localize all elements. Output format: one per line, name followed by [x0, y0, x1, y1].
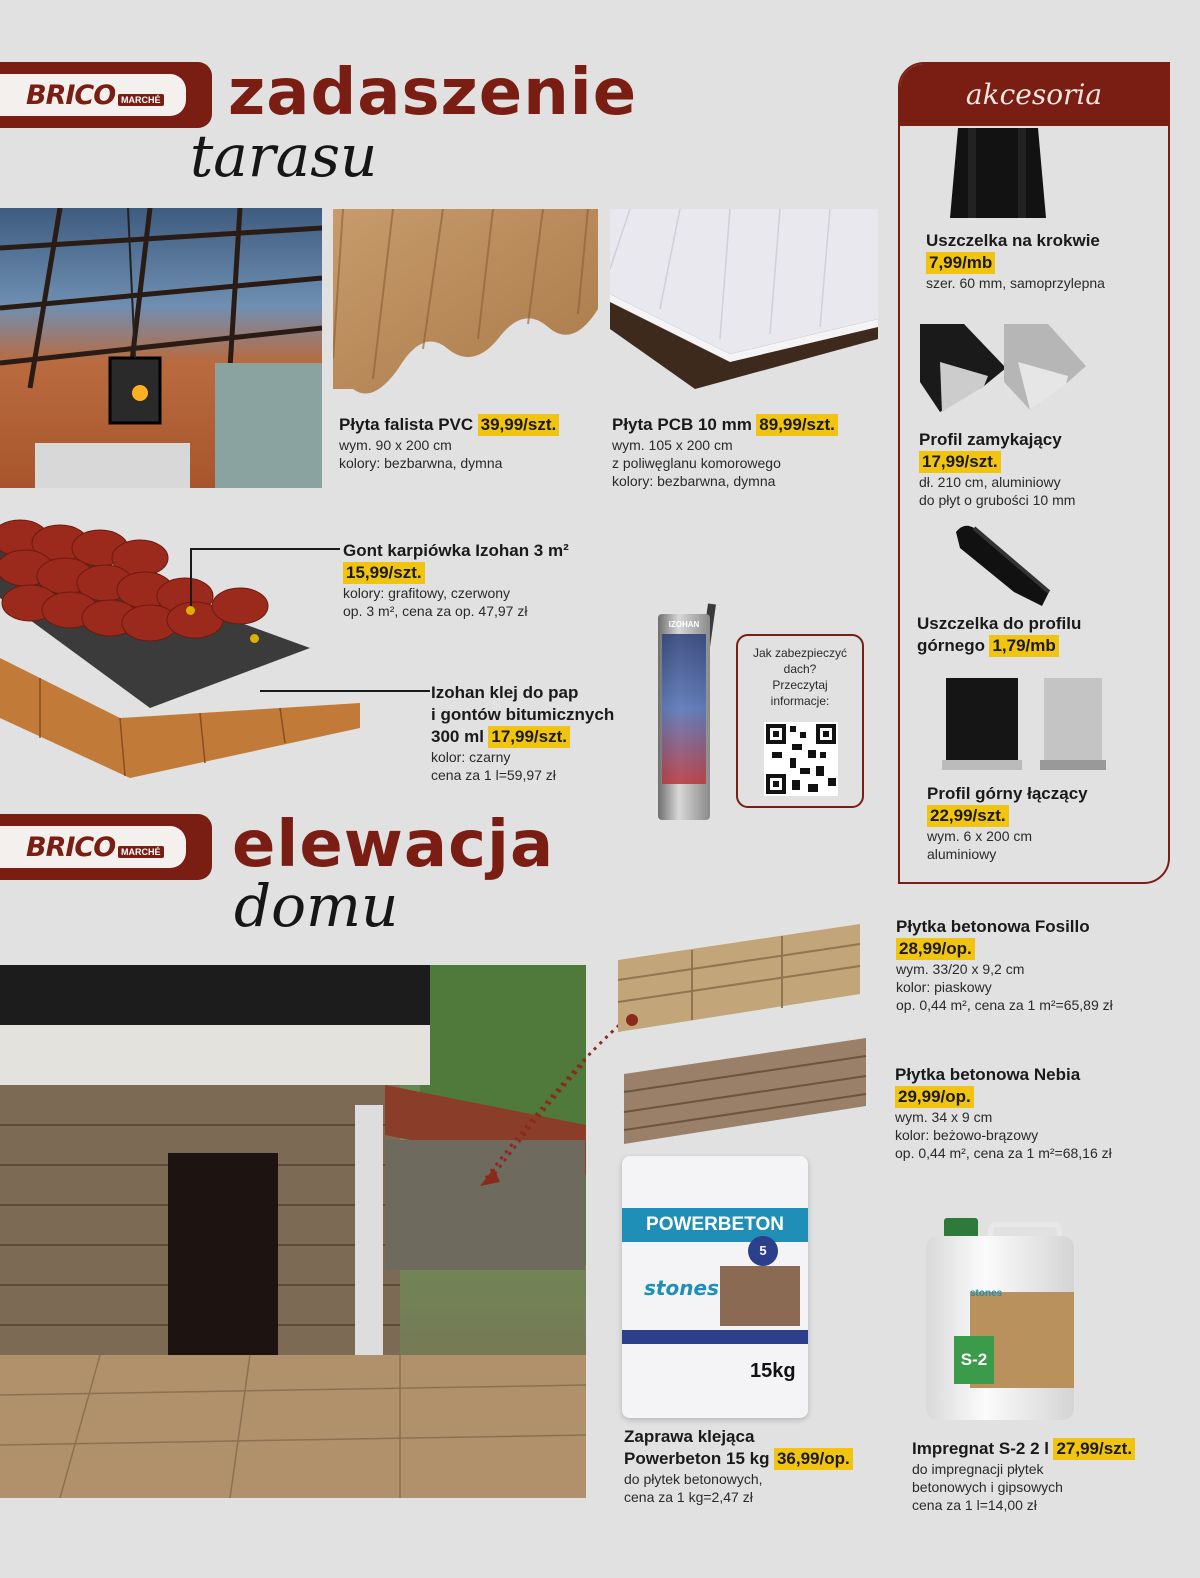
impregnat-canister-image [926, 1218, 1074, 1420]
pvc-product-info [339, 414, 604, 472]
closing-profile-image [918, 322, 1088, 417]
accessory-4-desc-1: wym. 6 x 200 cm [927, 828, 1033, 844]
nebia-desc-2: kolor: beżowo-brązowy [895, 1127, 1039, 1143]
gont-leader-line-vertical [190, 548, 192, 610]
impregnat-product-info [912, 1438, 1182, 1514]
qr-text-2: dach? [783, 662, 817, 676]
klej-name-2: i gontów bitumicznych [431, 705, 615, 724]
gont-product-info [343, 540, 633, 620]
top-profile-gasket-image [954, 522, 1054, 608]
pcb-name: Płyta PCB 10 mm [612, 415, 752, 434]
zaprawa-name-2: Powerbeton 15 kg [624, 1449, 770, 1468]
accessory-4-price: 22,99/szt. [927, 805, 1009, 827]
accessory-4-desc-2: aluminiowy [927, 846, 997, 862]
pcb-price: 89,99/szt. [756, 414, 838, 436]
terrace-roof-photo [0, 208, 322, 488]
gont-leader-line [190, 548, 340, 550]
powerbeton-bag-weight: 15kg [750, 1360, 796, 1382]
klej-desc-2: cena za 1 l=59,97 zł [431, 767, 556, 783]
accessory-2-info [919, 429, 1149, 509]
zaprawa-product-info [624, 1426, 894, 1506]
pcb-desc-3: kolory: bezbarwna, dymna [612, 473, 776, 489]
accessory-2-desc-2: do płyt o grubości 10 mm [919, 492, 1076, 508]
gont-leader-dot [186, 606, 195, 615]
pvc-sheet-image [333, 209, 598, 406]
accessories-title: akcesoria [965, 78, 1103, 111]
zaprawa-name-1: Zaprawa klejąca [624, 1427, 755, 1446]
impregnat-canister-label: S-2 [954, 1336, 994, 1384]
accessory-1-name: Uszczelka na krokwie [926, 231, 1100, 250]
accessory-1-price: 7,99/mb [926, 252, 995, 274]
fosillo-tile-image [612, 922, 862, 1034]
pcb-desc-2: z poliwęglanu komorowego [612, 455, 781, 471]
zaprawa-desc-2: cena za 1 kg=2,47 zł [624, 1489, 753, 1505]
nebia-tile-image [622, 1036, 868, 1146]
brand-logo-main: BRICO [26, 80, 116, 111]
impregnat-desc-1: do impregnacji płytek [912, 1461, 1044, 1477]
accessory-2-name: Profil zamykający [919, 430, 1062, 449]
pcb-desc-1: wym. 105 x 200 cm [612, 437, 733, 453]
accessory-1-desc-1: szer. 60 mm, samoprzylepna [926, 275, 1105, 291]
qr-code-icon[interactable] [764, 722, 838, 796]
qr-info-box[interactable] [736, 634, 864, 808]
brand-logo [0, 62, 212, 128]
accessory-3-info [917, 613, 1157, 657]
impregnat-desc-2: betonowych i gipsowych [912, 1479, 1063, 1495]
accessory-2-desc-1: dł. 210 cm, aluminiowy [919, 474, 1061, 490]
impregnat-canister-brand: stones [970, 1288, 1003, 1299]
section-subtitle-tarasu: tarasu [190, 122, 378, 190]
nebia-price: 29,99/op. [895, 1086, 974, 1108]
brand-logo-2-sub: MARCHÉ [118, 846, 164, 858]
powerbeton-bag-image [622, 1156, 808, 1418]
powerbeton-bag-badge: 5 [748, 1236, 778, 1266]
qr-text-3: Przeczytaj [772, 678, 828, 692]
fosillo-desc-1: wym. 33/20 x 9,2 cm [896, 961, 1025, 977]
section-subtitle-domu: domu [234, 872, 399, 940]
klej-leader-line [260, 690, 430, 692]
gont-price: 15,99/szt. [343, 562, 425, 584]
pcb-product-info [612, 414, 882, 490]
accessory-3-price: 1,79/mb [989, 635, 1058, 657]
accessory-3-name-2: górnego [917, 636, 985, 655]
top-connecting-profile-image [940, 676, 1106, 772]
impregnat-name: Impregnat S-2 2 l [912, 1439, 1049, 1458]
fosillo-desc-3: op. 0,44 m², cena za 1 m²=65,89 zł [896, 997, 1113, 1013]
pcb-sheet-image [610, 209, 878, 389]
klej-leader-dot [250, 634, 259, 643]
qr-text-4: informacje: [770, 694, 830, 708]
powerbeton-bag-sub: stones [644, 1276, 719, 1300]
brand-logo-2 [0, 814, 212, 880]
zaprawa-price: 36,99/op. [774, 1448, 853, 1470]
pvc-desc-1: wym. 90 x 200 cm [339, 437, 452, 453]
section-title-zadaszenie: zadaszenie [228, 56, 638, 130]
klej-price: 17,99/szt. [488, 726, 570, 748]
accessory-3-name: Uszczelka do profilu [917, 614, 1082, 633]
gont-name: Gont karpiówka Izohan 3 m² [343, 541, 569, 560]
accessories-header [900, 64, 1168, 126]
nebia-name: Płytka betonowa Nebia [895, 1065, 1081, 1084]
gont-desc-1: kolory: grafitowy, czerwony [343, 585, 511, 601]
powerbeton-bag-brand: POWERBETON [646, 1214, 784, 1235]
nebia-desc-1: wym. 34 x 9 cm [895, 1109, 993, 1125]
impregnat-price: 27,99/szt. [1053, 1438, 1135, 1460]
pvc-price: 39,99/szt. [478, 414, 560, 436]
facade-pointer-arrow [480, 1018, 630, 1188]
fosillo-product-info [896, 916, 1146, 1014]
izohan-tube-image [656, 604, 726, 824]
impregnat-desc-3: cena za 1 l=14,00 zł [912, 1497, 1037, 1513]
brand-logo-2-main: BRICO [26, 832, 116, 863]
klej-name-1: Izohan klej do pap [431, 683, 579, 702]
fosillo-price: 28,99/op. [896, 938, 975, 960]
fosillo-name: Płytka betonowa Fosillo [896, 917, 1090, 936]
fosillo-desc-2: kolor: piaskowy [896, 979, 992, 995]
accessory-4-name: Profil górny łączący [927, 784, 1088, 803]
section-title-elewacja: elewacja [232, 808, 555, 882]
klej-product-info [431, 682, 661, 784]
accessory-1-info [926, 230, 1156, 292]
accessory-4-info [927, 783, 1157, 863]
pvc-desc-2: kolory: bezbarwna, dymna [339, 455, 503, 471]
nebia-product-info [895, 1064, 1145, 1162]
klej-desc-1: kolor: czarny [431, 749, 511, 765]
zaprawa-desc-1: do płytek betonowych, [624, 1471, 763, 1487]
brand-logo-sub: MARCHÉ [118, 94, 164, 106]
rafter-gasket-image [948, 128, 1048, 222]
klej-name-3: 300 ml [431, 727, 484, 746]
nebia-desc-3: op. 0,44 m², cena za 1 m²=68,16 zł [895, 1145, 1112, 1161]
gont-desc-2: op. 3 m², cena za op. 47,97 zł [343, 603, 528, 619]
izohan-tube-brand: IZOHAN [668, 620, 700, 629]
qr-text-1: Jak zabezpieczyć [752, 646, 848, 660]
pvc-name: Płyta falista PVC [339, 415, 474, 434]
accessory-2-price: 17,99/szt. [919, 451, 1001, 473]
